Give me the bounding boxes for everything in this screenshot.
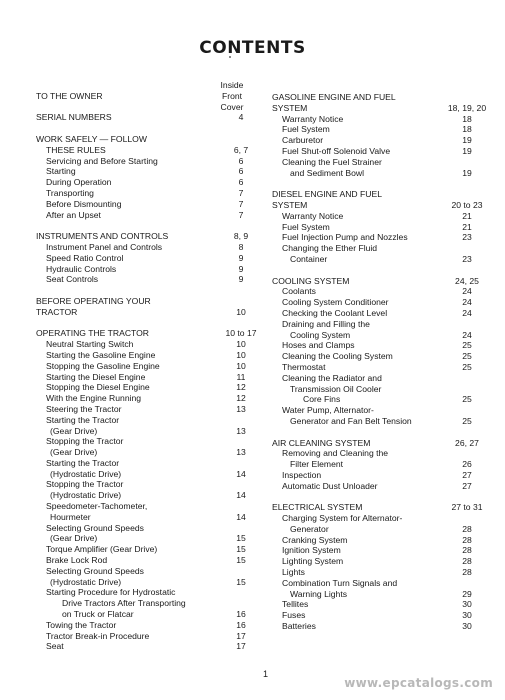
toc-entry xyxy=(272,146,496,157)
entry-page: 24 xyxy=(462,286,472,297)
entry-title: (Hydrostatic Drive) xyxy=(50,576,122,587)
toc-entry xyxy=(272,168,496,179)
entry-page: 10 xyxy=(236,339,246,350)
entry-title: Warranty Notice xyxy=(282,113,344,124)
toc-entry xyxy=(272,405,496,416)
toc-entry xyxy=(272,92,496,103)
toc-entry xyxy=(36,166,264,177)
entry-title: TRACTOR xyxy=(36,306,78,317)
toc-entry xyxy=(36,199,264,210)
toc-entry xyxy=(272,513,496,524)
entry-title: Brake Lock Rod xyxy=(46,555,108,566)
toc-entry xyxy=(36,393,264,404)
toc-entry xyxy=(272,578,496,589)
entry-page: 10 xyxy=(236,349,246,360)
entry-title: Tellites xyxy=(282,599,309,610)
entry-title: After an Upset xyxy=(46,209,101,220)
toc-entry xyxy=(272,610,496,621)
toc-entry xyxy=(36,577,264,588)
toc-entry xyxy=(36,382,264,393)
toc-entry xyxy=(36,436,264,447)
entry-title: Filter Element xyxy=(290,459,344,470)
entry-page: 8 xyxy=(238,241,244,252)
header-line: Front xyxy=(221,90,243,101)
entry-page: 10 to 17 xyxy=(225,328,257,339)
entry-title: Cleaning the Cooling System xyxy=(282,351,393,362)
entry-page: 16 xyxy=(236,609,246,620)
toc-entry xyxy=(36,231,264,242)
entry-title: Starting the Gasoline Engine xyxy=(46,349,156,360)
toc-entry xyxy=(36,253,264,264)
entry-page: 14 xyxy=(236,511,246,522)
entry-title: Generator xyxy=(290,523,329,534)
toc-entry xyxy=(36,631,264,642)
entry-title: Cooling System xyxy=(290,329,351,340)
entry-page: 8, 9 xyxy=(233,231,249,242)
toc-entry xyxy=(36,112,264,123)
toc-entry xyxy=(272,114,496,125)
toc-entry xyxy=(272,394,496,405)
entry-title: Batteries xyxy=(282,621,316,632)
spacer xyxy=(36,80,264,91)
toc-entry xyxy=(36,134,264,145)
entry-title: Lights xyxy=(282,567,305,578)
toc-entry xyxy=(36,641,264,652)
entry-title: Hoses and Clamps xyxy=(282,340,355,351)
entry-title: Cooling System Conditioner xyxy=(282,297,389,308)
entry-page: 6 xyxy=(238,155,244,166)
toc-entry xyxy=(272,103,496,114)
entry-page: 17 xyxy=(236,630,246,641)
toc-entry xyxy=(272,254,496,265)
spacer xyxy=(272,265,496,276)
entry-page: 21 xyxy=(462,210,472,221)
entry-page: 12 xyxy=(236,393,246,404)
entry-title: Generator and Fan Belt Tension xyxy=(290,415,412,426)
toc-entry xyxy=(272,297,496,308)
entry-page: 9 xyxy=(238,252,244,263)
entry-page: 28 xyxy=(462,567,472,578)
entry-title: and Sediment Bowl xyxy=(290,167,365,178)
page-number: 1 xyxy=(263,669,269,679)
entry-page: 7 xyxy=(238,209,244,220)
entry-page: 9 xyxy=(238,274,244,285)
toc-entry xyxy=(272,470,496,481)
entry-page: 19 xyxy=(462,145,472,156)
entry-title: Cleaning the Fuel Strainer xyxy=(282,156,382,167)
entry-page: 18 xyxy=(462,124,472,135)
entry-title: GASOLINE ENGINE AND FUEL xyxy=(272,92,396,102)
toc-entry xyxy=(272,222,496,233)
entry-page: 14 xyxy=(236,468,246,479)
entry-page: 27 to 31 xyxy=(451,502,483,513)
toc-entry xyxy=(272,340,496,351)
entry-page: 28 xyxy=(462,534,472,545)
entry-page: 15 xyxy=(236,544,246,555)
entry-page: 6 xyxy=(238,177,244,188)
entry-title: Inspection xyxy=(282,469,322,480)
entry-title: Charging System for Alternator- xyxy=(282,513,403,524)
toc-entry xyxy=(36,426,264,437)
toc-entry xyxy=(36,447,264,458)
entry-page: 25 xyxy=(462,340,472,351)
entry-title: Neutral Starting Switch xyxy=(46,339,134,350)
entry-title: Hourmeter xyxy=(50,511,91,522)
spacer xyxy=(36,102,264,113)
toc-entry xyxy=(36,490,264,501)
entry-page: 15 xyxy=(236,555,246,566)
entry-title: AIR CLEANING SYSTEM xyxy=(272,437,371,448)
entry-page: 14 xyxy=(236,490,246,501)
entry-page: 15 xyxy=(236,533,246,544)
toc-entry xyxy=(36,458,264,469)
entry-page: 27 xyxy=(462,480,472,491)
entry-page: 28 xyxy=(462,523,472,534)
toc-entry xyxy=(36,307,264,318)
toc-entry xyxy=(272,189,496,200)
entry-page: 6 xyxy=(238,166,244,177)
header-line: Inside xyxy=(220,80,244,90)
toc-entry xyxy=(36,156,264,167)
toc-entry xyxy=(36,361,264,372)
toc-entry xyxy=(272,384,496,395)
toc-entry xyxy=(36,242,264,253)
toc-entry xyxy=(272,448,496,459)
entry-page: 23 xyxy=(462,253,472,264)
entry-title: Cranking System xyxy=(282,534,348,545)
toc-entry xyxy=(36,264,264,275)
entry-page: 25 xyxy=(462,394,472,405)
entry-title: Starting the Diesel Engine xyxy=(46,371,146,382)
entry-page: 18, 19, 20 xyxy=(447,102,487,113)
entry-page: 7 xyxy=(238,198,244,209)
toc-entry xyxy=(36,91,264,102)
entry-title: Starting Procedure for Hydrostatic xyxy=(46,587,176,598)
entry-title: Stopping the Tractor xyxy=(46,436,124,447)
entry-title: (Gear Drive) xyxy=(50,533,98,544)
entry-title: (Gear Drive) xyxy=(50,425,98,436)
entry-page: 13 xyxy=(236,425,246,436)
entry-title: Transporting xyxy=(46,187,94,198)
entry-page: 15 xyxy=(236,576,246,587)
toc-entry xyxy=(36,609,264,620)
entry-title: Automatic Dust Unloader xyxy=(282,480,378,491)
entry-page: 7 xyxy=(238,187,244,198)
entry-page: 11 xyxy=(236,371,246,382)
spacer xyxy=(36,285,264,296)
toc-entry xyxy=(272,330,496,341)
toc-entry xyxy=(272,373,496,384)
toc-entry xyxy=(36,620,264,631)
entry-page: 10 xyxy=(236,306,246,317)
entry-title: Checking the Coolant Level xyxy=(282,307,388,318)
toc-entry xyxy=(36,339,264,350)
entry-title: Water Pump, Alternator- xyxy=(282,405,374,416)
toc-entry xyxy=(272,211,496,222)
toc-left-column xyxy=(36,80,264,652)
toc-entry xyxy=(272,200,496,211)
spacer xyxy=(272,491,496,502)
entry-title: SYSTEM xyxy=(272,102,308,113)
toc-entry xyxy=(272,589,496,600)
entry-title: Fuel Shut-off Solenoid Valve xyxy=(282,145,391,156)
entry-page: 25 xyxy=(462,351,472,362)
toc-entry xyxy=(36,404,264,415)
spacer xyxy=(36,220,264,231)
entry-page: 24 xyxy=(462,329,472,340)
entry-page: 26, 27 xyxy=(455,437,479,448)
entry-title: Warning Lights xyxy=(290,588,348,599)
entry-title: Thermostat xyxy=(282,361,326,372)
toc-entry xyxy=(36,274,264,285)
toc-entry xyxy=(36,512,264,523)
toc-entry xyxy=(272,502,496,513)
spacer xyxy=(272,178,496,189)
entry-title: SYSTEM xyxy=(272,199,308,210)
toc-entry xyxy=(272,621,496,632)
entry-page: 20 to 23 xyxy=(451,199,483,210)
toc-entry xyxy=(36,328,264,339)
entry-title: on Truck or Flatcar xyxy=(62,609,134,620)
entry-page: 16 xyxy=(236,619,246,630)
entry-title: Carburetor xyxy=(282,135,324,146)
entry-title: Torque Amplifier (Gear Drive) xyxy=(46,544,158,555)
entry-title: Steering the Tractor xyxy=(46,403,122,414)
entry-title: Speed Ratio Control xyxy=(46,252,124,263)
entry-page: 24 xyxy=(462,297,472,308)
entry-page: 13 xyxy=(236,447,246,458)
entry-page: 24 xyxy=(462,307,472,318)
entry-title: Selecting Ground Speeds xyxy=(46,565,144,576)
toc-entry xyxy=(272,438,496,449)
entry-page: 18 xyxy=(462,113,472,124)
toc-entry xyxy=(36,587,264,598)
entry-page: 30 xyxy=(462,599,472,610)
toc-right-column xyxy=(272,92,496,632)
entry-page: 17 xyxy=(236,641,246,652)
entry-title: Servicing and Before Starting xyxy=(46,155,158,166)
toc-entry xyxy=(36,533,264,544)
toc-entry xyxy=(36,479,264,490)
entry-page: 29 xyxy=(462,588,472,599)
entry-title: Fuel Injection Pump and Nozzles xyxy=(282,232,408,243)
toc-entry xyxy=(36,145,264,156)
header-line: Cover xyxy=(220,101,244,112)
entry-title: OPERATING THE TRACTOR xyxy=(36,328,150,339)
toc-entry xyxy=(272,459,496,470)
entry-page: 27 xyxy=(462,469,472,480)
toc-entry xyxy=(272,599,496,610)
entry-title: Changing the Ether Fluid xyxy=(282,243,378,254)
toc-entry xyxy=(36,210,264,221)
entry-title: Fuel System xyxy=(282,124,330,135)
entry-page: 12 xyxy=(236,382,246,393)
toc-entry xyxy=(36,501,264,512)
toc-entry xyxy=(36,523,264,534)
entry-title: Fuel System xyxy=(282,221,330,232)
entry-title: Warranty Notice xyxy=(282,210,344,221)
entry-title: SERIAL NUMBERS xyxy=(36,112,112,123)
toc-entry xyxy=(36,469,264,480)
entry-title: Lighting System xyxy=(282,556,344,567)
entry-page: 25 xyxy=(462,415,472,426)
entry-title: THESE RULES xyxy=(46,144,106,155)
entry-title: Starting xyxy=(46,166,76,177)
toc-entry xyxy=(36,555,264,566)
entry-title: Container xyxy=(290,253,328,264)
entry-page: 28 xyxy=(462,545,472,556)
watermark: www.epcatalogs.com xyxy=(344,676,493,690)
entry-page: 25 xyxy=(462,361,472,372)
entry-title: ELECTRICAL SYSTEM xyxy=(272,502,363,513)
entry-title: DIESEL ENGINE AND FUEL xyxy=(272,189,382,200)
entry-title: Combination Turn Signals and xyxy=(282,577,398,588)
entry-title: INSTRUMENTS AND CONTROLS xyxy=(36,231,169,242)
spacer xyxy=(272,427,496,438)
entry-title: Tractor Break-in Procedure xyxy=(46,630,150,641)
toc-entry xyxy=(272,286,496,297)
entry-title: Stopping the Diesel Engine xyxy=(46,382,150,393)
spacer xyxy=(36,123,264,134)
toc-entry xyxy=(272,243,496,254)
spacer xyxy=(36,318,264,329)
toc-entry xyxy=(272,157,496,168)
entry-title: Removing and Cleaning the xyxy=(282,448,389,459)
toc-entry xyxy=(272,124,496,135)
toc-entry xyxy=(272,351,496,362)
toc-entry xyxy=(36,544,264,555)
entry-title: Stopping the Gasoline Engine xyxy=(46,360,160,371)
toc-entry xyxy=(36,566,264,577)
entry-page: 30 xyxy=(462,621,472,632)
toc-entry xyxy=(272,308,496,319)
entry-title: COOLING SYSTEM xyxy=(272,275,350,286)
toc-entry xyxy=(272,416,496,427)
entry-title: (Hydrostatic Drive) xyxy=(50,468,122,479)
entry-title: Stopping the Tractor xyxy=(46,479,124,490)
entry-title: Speedometer-Tachometer, xyxy=(46,501,148,512)
toc-entry xyxy=(272,362,496,373)
entry-page: 10 xyxy=(236,360,246,371)
entry-title: Before Dismounting xyxy=(46,198,122,209)
toc-entry xyxy=(36,350,264,361)
entry-page: 21 xyxy=(462,221,472,232)
entry-title: Starting the Tractor xyxy=(46,414,120,425)
toc-entry xyxy=(36,598,264,609)
entry-title: Instrument Panel and Controls xyxy=(46,241,163,252)
page-title: CONTENTS xyxy=(199,38,306,58)
entry-page: 28 xyxy=(462,556,472,567)
toc-entry xyxy=(272,535,496,546)
entry-page: 9 xyxy=(238,263,244,274)
toc-entry xyxy=(36,296,264,307)
toc-entry xyxy=(36,372,264,383)
entry-title: Towing the Tractor xyxy=(46,619,117,630)
toc-entry xyxy=(36,415,264,426)
toc-entry xyxy=(272,556,496,567)
entry-title: Transmission Oil Cooler xyxy=(290,383,382,394)
toc-entry xyxy=(272,232,496,243)
entry-title: Hydraulic Controls xyxy=(46,263,117,274)
entry-title: WORK SAFELY — FOLLOW xyxy=(36,133,147,144)
entry-title: With the Engine Running xyxy=(46,393,142,404)
entry-page: 26 xyxy=(462,459,472,470)
toc-entry xyxy=(272,481,496,492)
entry-title: Fuses xyxy=(282,610,306,621)
entry-title: (Gear Drive) xyxy=(50,447,98,458)
entry-title: Draining and Filling the xyxy=(282,318,370,329)
entry-page: 4 xyxy=(238,112,244,123)
entry-title: Starting the Tractor xyxy=(46,457,120,468)
toc-entry xyxy=(272,524,496,535)
entry-title: Core Fins xyxy=(303,394,341,405)
entry-title: Cleaning the Radiator and xyxy=(282,372,382,383)
entry-page: 19 xyxy=(462,167,472,178)
entry-title: Drive Tractors After Transporting xyxy=(62,598,186,609)
entry-page: 24, 25 xyxy=(455,275,479,286)
entry-page: 6, 7 xyxy=(233,144,249,155)
entry-page: 23 xyxy=(462,232,472,243)
entry-title: TO THE OWNER xyxy=(36,90,103,101)
entry-title: Coolants xyxy=(282,286,316,297)
entry-title: Ignition System xyxy=(282,545,341,556)
toc-entry xyxy=(272,545,496,556)
entry-page: 13 xyxy=(236,403,246,414)
entry-title: Seat xyxy=(46,641,64,652)
entry-page: 19 xyxy=(462,135,472,146)
toc-entry xyxy=(272,567,496,578)
entry-title: During Operation xyxy=(46,177,112,188)
toc-entry xyxy=(272,319,496,330)
toc-entry xyxy=(272,135,496,146)
entry-page: 30 xyxy=(462,610,472,621)
entry-title: (Hydrostatic Drive) xyxy=(50,490,122,501)
entry-title: Seat Controls xyxy=(46,274,99,285)
toc-entry xyxy=(36,177,264,188)
toc-entry xyxy=(272,276,496,287)
entry-title: BEFORE OPERATING YOUR xyxy=(36,295,151,306)
entry-title: Selecting Ground Speeds xyxy=(46,522,144,533)
toc-entry xyxy=(36,188,264,199)
